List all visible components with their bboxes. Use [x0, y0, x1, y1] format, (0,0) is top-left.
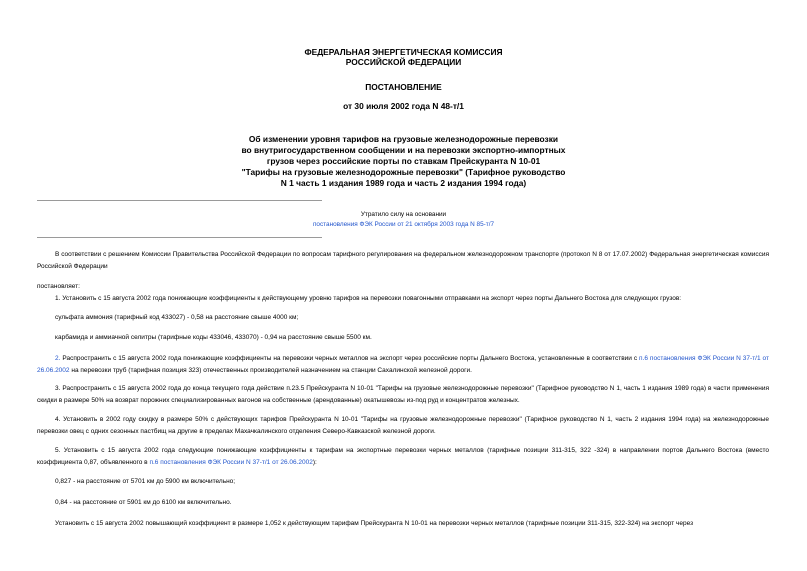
document-title-line: грузов через российские порты по ставкам Прейскуранта N 10-01: [266, 156, 541, 166]
paragraph-1-item-a: сульфата аммония (тарифный код 433027) - 0,58 на расстояние свыше 4000 км;: [55, 314, 299, 321]
preamble-paragraph: В соответствии с решением Комиссии Правительства Российской Федерации по вопросам тарифного регулирования на федеральном железнодорожном транспорте (протокол N 8 от 17.07.2002) Федеральная энергетическая комиссия Российской Федерации: [37, 251, 769, 271]
document-title-line: Об изменении уровня тарифов на грузовые железнодорожные перевозки: [248, 134, 559, 144]
document-title-line: N 1 часть 1 издания 1989 года и часть 2 издания 1994 года): [280, 178, 527, 188]
paragraph-1: 1. Установить с 15 августа 2002 года понижающие коэффициенты к действующему уровню тарифов на перевозки повагонными отправками на экспорт через порты Дальнего Востока для следующих грузов:: [55, 295, 682, 302]
paragraph-2-text-b: на перевозки труб (тарифная позиция 323) отечественных производителей назначением на станции Сахалинской железной дороги.: [69, 367, 472, 375]
issuer-line-2: РОССИЙСКОЙ ФЕДЕРАЦИИ: [345, 57, 462, 67]
paragraph-5: [37, 445, 769, 470]
status-note-text: Утратило силу на основании: [360, 211, 447, 218]
paragraph-5-text-b: ):: [312, 459, 317, 467]
document-title-line: во внутригосударственном сообщении и на перевозки экспортно-импортных: [241, 145, 566, 155]
issuer-line-1: ФЕДЕРАЛЬНАЯ ЭНЕРГЕТИЧЕСКАЯ КОМИССИЯ: [304, 47, 503, 57]
resolves-word: постановляет:: [37, 283, 80, 290]
paragraph-1-item-b: карбамида и аммиачной селитры (тарифные коды 433046, 433070) - 0,94 на расстояние свыше 5500 км.: [55, 334, 372, 341]
document-title-line: "Тарифы на грузовые железнодорожные перевозки" (Тарифное руководство: [241, 167, 566, 177]
paragraph-2-text-a: Распространить с 15 августа 2002 года понижающие коэффициенты на перевозки черных металлов на экспорт через российские порты Дальнего Востока, установленные в соответствии с: [60, 355, 640, 362]
separator-rule-bottom: [37, 237, 322, 238]
document-type: ПОСТАНОВЛЕНИЕ: [365, 82, 442, 92]
paragraph-2-number-link[interactable]: 2.: [55, 355, 61, 362]
paragraph-3: 3. Распространить с 15 августа 2002 года до конца текущего года действие п.23.5 Прейскуранта N 10-01 "Тарифы на грузовые железнодорожные перевозки" (Тарифное руководство N 1, часть 1 издания 1989 года) в части применения скидки в размере 50% на возврат порожних специализированных вагонов на собственные (арендованные) окатышевозы из-под руд и концентратов железных.: [37, 385, 769, 405]
paragraph-4: 4. Установить в 2002 году скидку в размере 50% с действующих тарифов Прейскуранта N 10-01 "Тарифы на грузовые железнодорожные перевозки" (Тарифное руководство N 1, часть 2 издания 1994 года) на железнодорожные перевозки овец с одних сезонных пастбищ на другие в пределах Махачкалинского отделения Северо-Кавказской железной дороги.: [37, 416, 769, 436]
paragraph-5-item-b: 0,84 - на расстояние от 5901 км до 6100 км включительно.: [55, 499, 232, 506]
separator-rule-top: [37, 200, 322, 201]
status-note-link[interactable]: постановления ФЭК России от 21 октября 2003 года N 85-т/7: [312, 221, 495, 228]
paragraph-2: [37, 353, 769, 378]
paragraph-5-reference-link[interactable]: п.6 постановления ФЭК России N 37-т/1 от 26.06.2002: [149, 459, 313, 467]
document-date-number: от 30 июля 2002 года N 48-т/1: [343, 101, 464, 111]
paragraph-5-text-a: 5. Установить с 15 августа 2002 года следующие понижающие коэффициенты к тарифам на экспортные перевозки черных металлов (тарифные позиции 311-315, 322 -324) в направлении портов Дальнего Востока (вместо коэффициента 0,87, объявленного в: [37, 447, 769, 467]
paragraph-6: Установить с 15 августа 2002 повышающий коэффициент в размере 1,052 к действующим тарифам Прейскуранта N 10-01 на перевозки черных металлов (тарифные позиции 311-315, 322-324) на экспорт через: [55, 520, 694, 527]
paragraph-5-item-a: 0,827 - на расстояние от 5701 км до 5900 км включительно;: [55, 478, 236, 485]
paragraph-2-reference-link[interactable]: п.6 постановления ФЭК России N 37-т/1 от 26.06.2002: [37, 355, 769, 375]
